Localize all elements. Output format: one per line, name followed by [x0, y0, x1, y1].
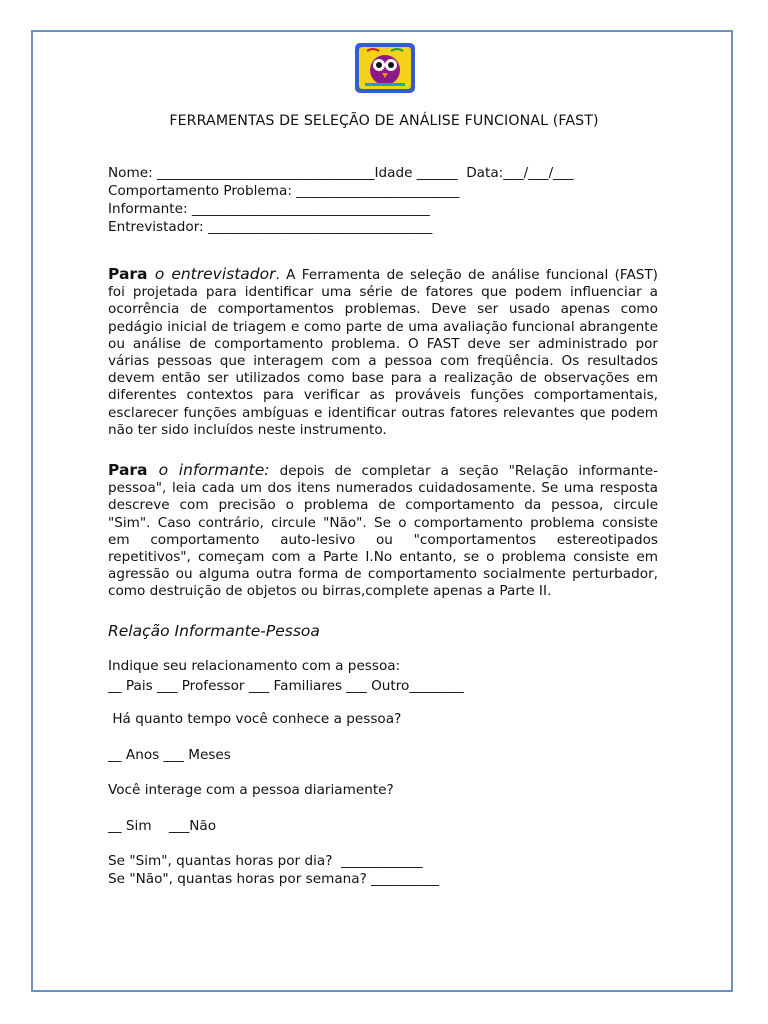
paragraph-line: esclarecer funções ambíguas e identificar outras fatores relevantes que podem: [108, 404, 658, 421]
paragraph-line: descreve com precisão o problema de comportamento da pessoa, circule: [108, 497, 658, 514]
field-problem-behavior[interactable]: Comportamento Problema: ________________________: [108, 183, 460, 199]
how-long-label: Há quanto tempo você conhece a pessoa?: [108, 711, 402, 727]
field-informant[interactable]: Informante: ___________________________________: [108, 201, 430, 217]
paragraph-line: repetitivos", começam com a Parte I.No entanto, se o problema consiste em: [108, 549, 658, 566]
lead-italic: o informante:: [158, 461, 270, 479]
how-long-options[interactable]: __ Anos ___ Meses: [108, 747, 231, 763]
paragraph-line: devem então ser utilizados como base para a realização de observações em: [108, 370, 658, 387]
hours-per-day-field[interactable]: Se "Sim", quantas horas por dia? ____________: [108, 853, 423, 869]
paragraph-line: não ter sido incluídos neste instrumento.: [108, 421, 387, 438]
lead-bold: Para: [108, 461, 159, 479]
paragraph-line: . A Ferramenta de seleção de análise funcional (FAST): [275, 267, 658, 283]
daily-options[interactable]: __ Sim ___Não: [108, 818, 217, 834]
paragraph-line: em comportamento auto-lesivo ou "comportamentos estereotipados: [108, 531, 658, 548]
document-title: FERRAMENTAS DE SELEÇÃO DE ANÁLISE FUNCIONAL (FAST): [169, 113, 599, 129]
paragraph-line: pedágio inicial de triagem e como parte de uma avaliação funcional abrangente: [108, 318, 658, 335]
section-title: Relação Informante-Pessoa: [108, 622, 320, 640]
paragraph-line: foi projetada para identificar uma série de fatores que podem influenciar a: [108, 284, 658, 301]
owl-logo-icon: [355, 43, 415, 93]
paragraph-line: agressão ou alguma outra forma de comportamento socialmente perturbador,: [108, 566, 658, 583]
lead-bold: Para: [108, 265, 155, 283]
relationship-label: Indique seu relacionamento com a pessoa:: [108, 658, 401, 674]
paragraph-line: diferentes contextos para verificar as prováveis funções comportamentais,: [108, 387, 658, 404]
paragraph-line: várias pessoas que interagem com a pessoa com freqüência. Os resultados: [108, 353, 658, 370]
paragraph-line: ou análise de comportamento problema. O FAST deve ser administrado por: [108, 335, 658, 352]
paragraph-line: depois de completar a seção "Relação informante-: [269, 463, 659, 479]
field-name-age-date[interactable]: Nome: ________________________________Idade ______ Data:___/___/___: [108, 165, 574, 181]
daily-label: Você interage com a pessoa diariamente?: [108, 782, 394, 798]
paragraph-line: como destruição de objetos ou birras,complete apenas a Parte II.: [108, 583, 552, 600]
field-interviewer[interactable]: Entrevistador: _________________________________: [108, 219, 433, 235]
paragraph-line: "Sim". Caso contrário, circule "Não". Se o comportamento problema consiste: [108, 514, 658, 531]
paragraph-line: ocorrência de comportamentos problemas. Deve ser usado apenas como: [108, 301, 658, 318]
interviewer-instructions: [108, 266, 658, 439]
lead-italic: o entrevistador: [154, 265, 276, 283]
hours-per-week-field[interactable]: Se "Não", quantas horas por semana? __________: [108, 871, 440, 887]
relationship-options[interactable]: __ Pais ___ Professor ___ Familiares ___ Outro________: [108, 678, 464, 694]
informant-instructions: [108, 462, 658, 601]
paragraph-line: pessoa", leia cada um dos itens numerados cuidadosamente. Se uma resposta: [108, 480, 658, 497]
